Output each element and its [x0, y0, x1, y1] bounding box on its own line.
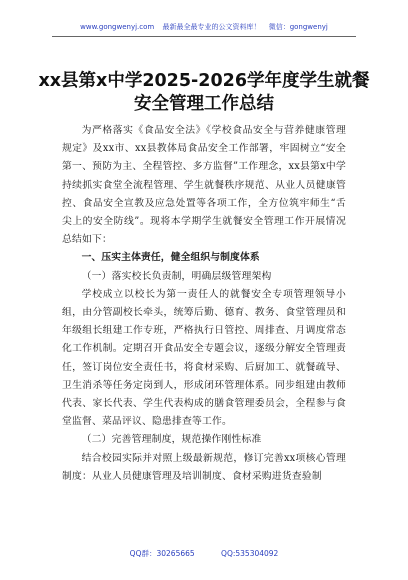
body-paragraph: 学校成立以校长为第一责任人的就餐安全专项管理领导小组，由分管副校长牵头，统筹后勤、德育、教务、食堂管理员和年级组长组建工作专班，严格执行日管控、周排查、月调度常态化工作机制。定期召开食品安全专题会议，逐级分解安全管理责任，签订岗位安全责任书，将食材采购、后厨加工、就餐疏导、卫生消杀等任务定岗到人，形成闭环管理体系。同步组建由教师代表、家长代表、学生代表构成的膳食管理委员会，全程参与食堂监督、菜品评议、隐患排查等工作。	[62, 288, 346, 428]
header-slogan: 最新最全最专业的公文资料库！	[162, 23, 261, 31]
section-heading-1: 一、压实主体责任，健全组织与制度体系	[81, 252, 260, 264]
header-divider	[52, 36, 356, 37]
document-title	[20, 70, 388, 116]
title-line-2: 安全管理工作总结	[134, 94, 274, 114]
footer-qq-group: QQ群：30265665	[129, 549, 195, 558]
subsection-heading-1: （一）落实校长负责制，明确层级管理架构	[81, 270, 272, 282]
intro-paragraph: 为严格落实《食品安全法》《学校食品安全与营养健康管理规定》及xx市、xx县教体局食品安全工作部署，牢固树立“安全第一、预防为主、全程管控、多方监督”工作理念，xx县第x中学持续抓实食堂全流程管理、学生就餐秩序规范、从业人员健康管控、食品安全宣教及应急处置等各项工作，全方位筑牢师生“舌尖上的安全防线”。现将本学期学生就餐安全管理工作开展情况总结如下：	[62, 125, 346, 246]
footer-qq: QQ:535304092	[221, 549, 279, 558]
title-line-1: xx县第x中学2025-2026学年度学生就餐	[38, 71, 370, 91]
body-paragraph: 结合校园实际并对照上级最新规范，修订完善xx项核心管理制度：从业人员健康管理及培训制度、食材采购进货查验制	[62, 452, 346, 482]
header-site-link[interactable]: www.gongwenyj.com	[80, 23, 155, 31]
page-footer	[0, 548, 408, 559]
page-header	[0, 22, 408, 32]
document-body	[62, 122, 346, 486]
subsection-heading-2: （二）完善管理制度，规范操作刚性标准	[81, 434, 262, 446]
header-wechat: 微信：gongwenyj	[268, 23, 328, 31]
